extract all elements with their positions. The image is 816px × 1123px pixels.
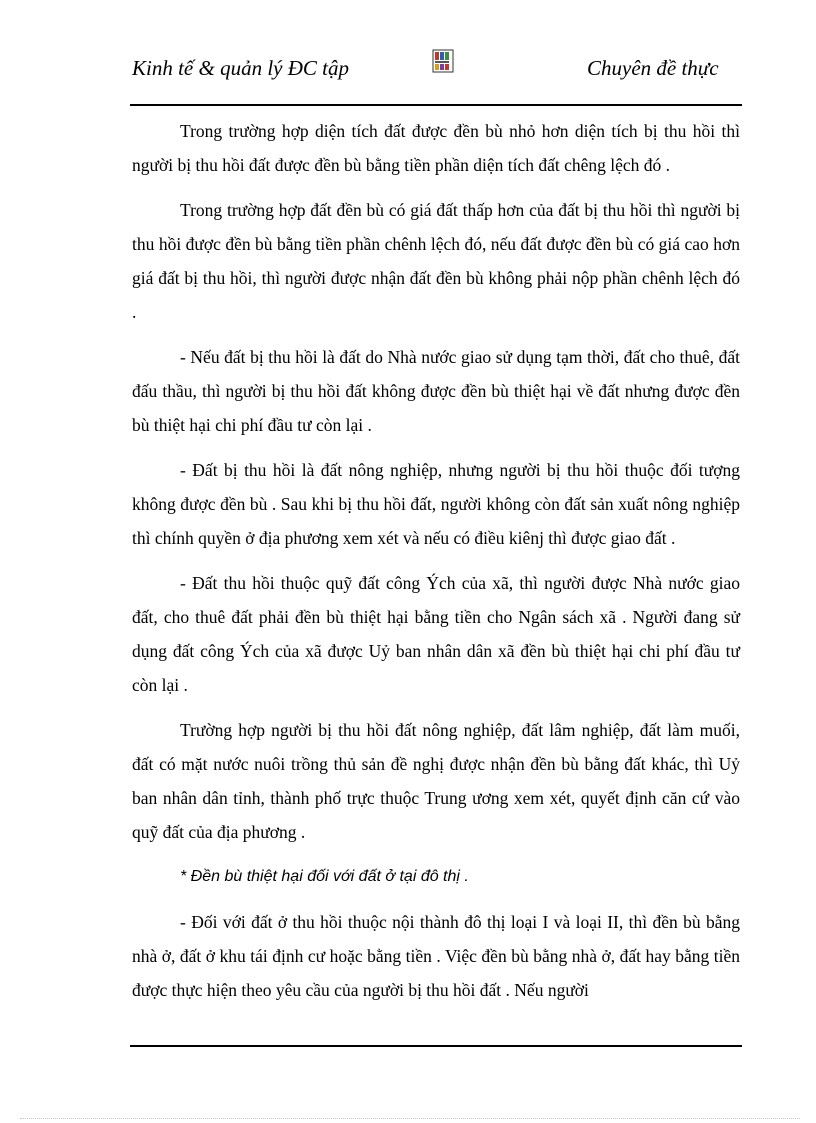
paragraph: - Đối với đất ở thu hồi thuộc nội thành đô thị loại I và loại II, thì đền bù bằng nhà ở, đất ở khu tái định cư hoặc bằng tiền . Việc đền bù bằng nhà ở, đất hay bằng tiền được thực hiện theo yêu cầu của người bị thu hồi đất . Nếu người — [132, 912, 740, 1000]
header-divider — [130, 104, 742, 106]
section-heading: * Đền bù thiệt hại đối với đất ở tại đô thị . — [180, 868, 469, 885]
document-body — [132, 114, 740, 1018]
header-right-title: Chuyên đề thực — [587, 56, 719, 80]
footer-divider — [130, 1045, 742, 1047]
paragraph: Trường hợp người bị thu hồi đất nông nghiệp, đất lâm nghiệp, đất làm muối, đất có mặt nước nuôi trồng thủ sản đề nghị được nhận đền bù bằng đất khác, thì Uỷ ban nhân dân tỉnh, thành phố trực thuộc Trung ương xem xét, quyết định căn cứ vào quỹ đất của địa phương . — [132, 720, 740, 842]
paragraph: Trong trường hợp diện tích đất được đền bù nhỏ hơn diện tích bị thu hồi thì người bị thu hồi đất được đền bù bằng tiền phần diện tích đất chêng lệch đó . — [132, 121, 740, 175]
paragraph: - Nếu đất bị thu hồi là đất do Nhà nước giao sử dụng tạm thời, đất cho thuê, đất đấu thầu, thì người bị thu hồi đất không được đền bù thiệt hại về đất nhưng được đền bù thiệt hại chi phí đầu tư còn lại . — [132, 347, 740, 435]
paragraph: - Đất thu hồi thuộc quỹ đất công Ých của xã, thì người được Nhà nước giao đất, cho thuê đất phải đền bù thiệt hại bằng tiền cho Ngân sách xã . Người đang sử dụng đất công Ých của xã được Uỷ ban nhân dân xã đền bù thiệt hại chi phí đầu tư còn lại . — [132, 573, 740, 695]
paragraph: Trong trường hợp đất đền bù có giá đất thấp hơn của đất bị thu hồi thì người bị thu hồi được đền bù bằng tiền phần chênh lệch đó, nếu đất được đền bù có giá cao hơn giá đất bị thu hồi, thì người được nhận đất đền bù không phải nộp phần chênh lệch đó . — [132, 200, 740, 322]
header-left-title: Kinh tế & quản lý ĐC tập — [132, 56, 349, 80]
page-edge-dots — [20, 1118, 800, 1119]
book-stack-icon — [430, 48, 456, 74]
paragraph: - Đất bị thu hồi là đất nông nghiệp, nhưng người bị thu hồi thuộc đối tượng không được đền bù . Sau khi bị thu hồi đất, người không còn đất sản xuất nông nghiệp thì chính quyền ở địa phương xem xét và nếu có điều kiênj thì được giao đất . — [132, 460, 740, 548]
